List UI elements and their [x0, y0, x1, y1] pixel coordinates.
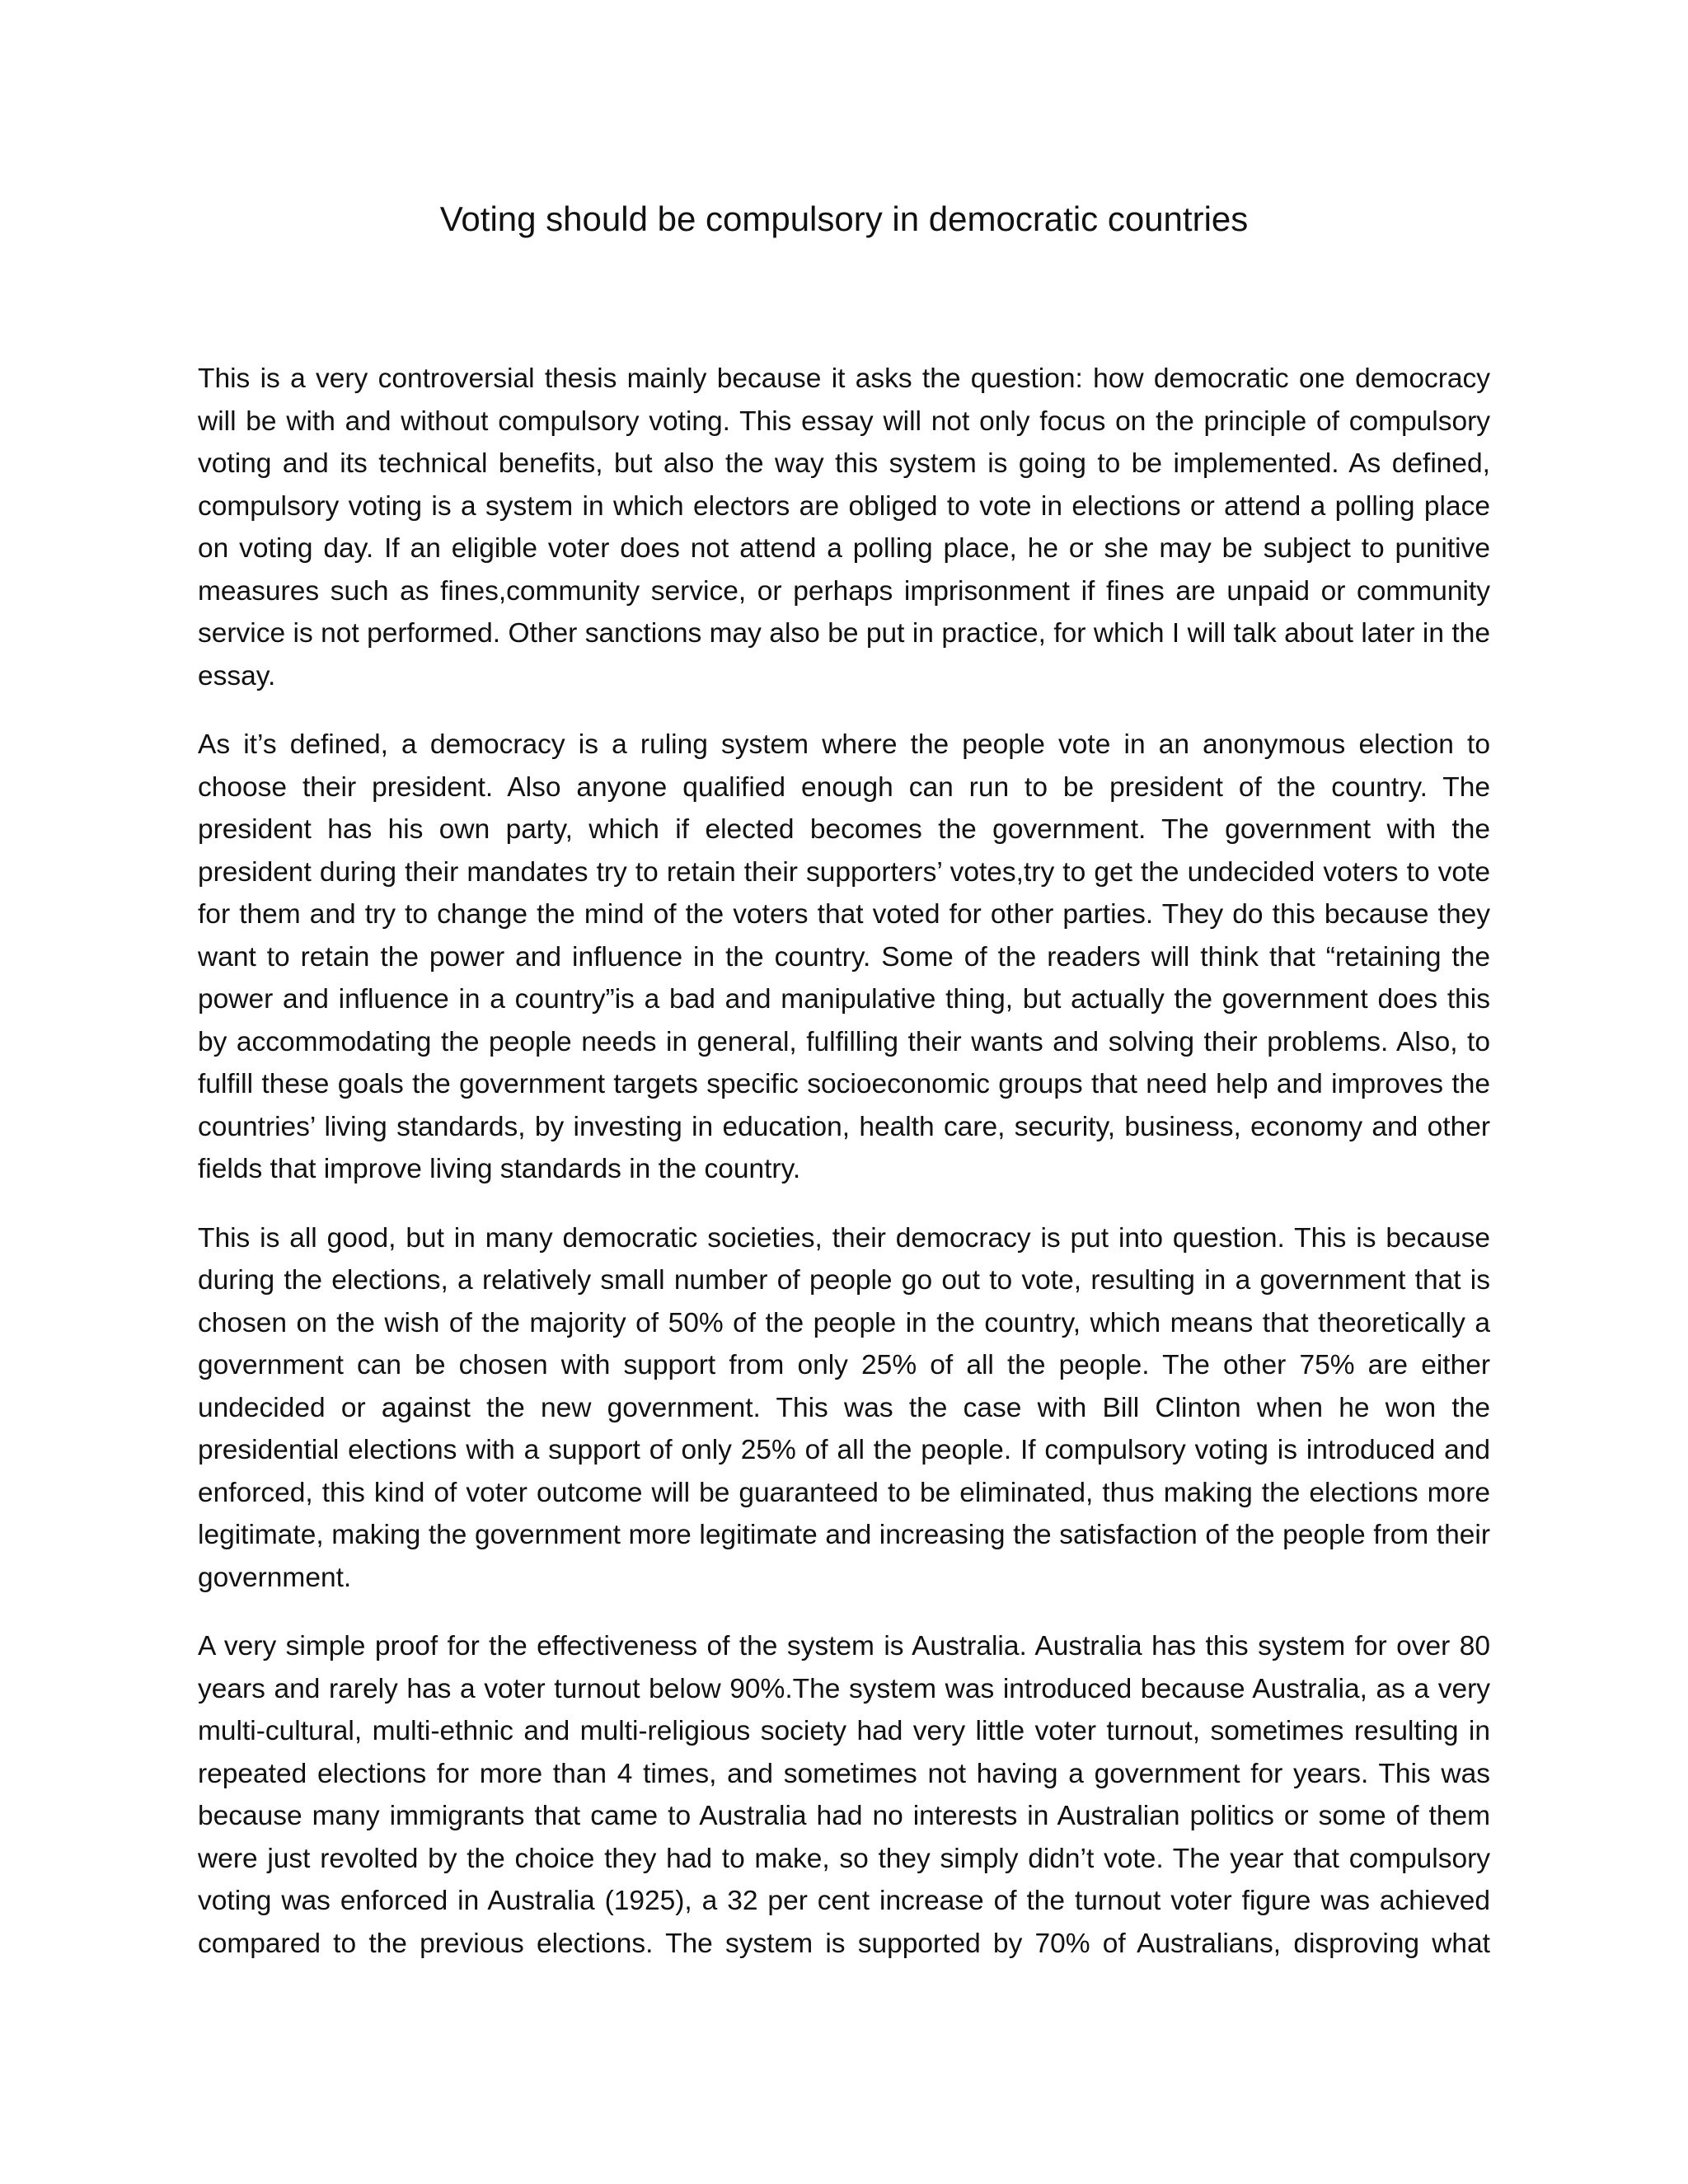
document-title: Voting should be compulsory in democratic countries: [439, 199, 1249, 238]
paragraph-4: A very simple proof for the effectiveness of the system is Australia. Australia has this system for over 80 years and rarely has a voter turnout below 90%.The system was introduced because Australia, as a very multi-cultural, multi-ethnic and multi-religious society had very little voter turnout, sometimes resulting in repeated elections for more than 4 times, and sometimes not having a government for years. This was because many immigrants that came to Australia had no interests in Australian politics or some of them were just revolted by the choice they had to make, so they simply didn’t vote. The year that compulsory voting was enforced in Australia (1925), a 32 per cent increase of the turnout voter figure was achieved compared to the previous elections. The system is supported by 70% of Australians, disproving what: [198, 1631, 1490, 1959]
paragraph-2: As it’s defined, a democracy is a ruling system where the people vote in an anonymous election to choose their president. Also anyone qualified enough can run to be president of the country. The president has his own party, which if elected becomes the government. The government with the president during their mandates try to retain their supporters’ votes,try to get the undecided voters to vote for them and try to change the mind of the voters that voted for other parties. They do this because they want to retain the power and influence in the country. Some of the readers will think that “retaining the power and influence in a country”is a bad and manipulative thing, but actually the government does this by accommodating the people needs in general, fulfilling their wants and solving their problems. Also, to fulfill these goals the government targets specific socioeconomic groups that need help and improves the countries’ living standards, by investing in education, health care, security, business, economy and other fields that improve living standards in the country.: [198, 729, 1490, 1184]
paragraph-1: This is a very controversial thesis mainly because it asks the question: how democratic one democracy will be with and without compulsory voting. This essay will not only focus on the principle of compulsory voting and its technical benefits, but also the way this system is going to be implemented. As defined, compulsory voting is a system in which electors are obliged to vote in elections or attend a polling place on voting day. If an eligible voter does not attend a polling place, he or she may be subject to punitive measures such as fines,community service, or perhaps imprisonment if fines are unpaid or community service is not performed. Other sanctions may also be put in practice, for which I will talk about later in the essay.: [198, 363, 1490, 691]
paragraph-3: This is all good, but in many democratic societies, their democracy is put into question. This is because during the elections, a relatively small number of people go out to vote, resulting in a government that is chosen on the wish of the majority of 50% of the people in the country, which means that theoretically a government can be chosen with support from only 25% of all the people. The other 75% are either undecided or against the new government. This was the case with Bill Clinton when he won the presidential elections with a support of only 25% of all the people. If compulsory voting is introduced and enforced, this kind of voter outcome will be guaranteed to be eliminated, thus making the elections more legitimate, making the government more legitimate and increasing the satisfaction of the people from their government.: [198, 1222, 1490, 1593]
document-body: [198, 358, 1490, 1991]
